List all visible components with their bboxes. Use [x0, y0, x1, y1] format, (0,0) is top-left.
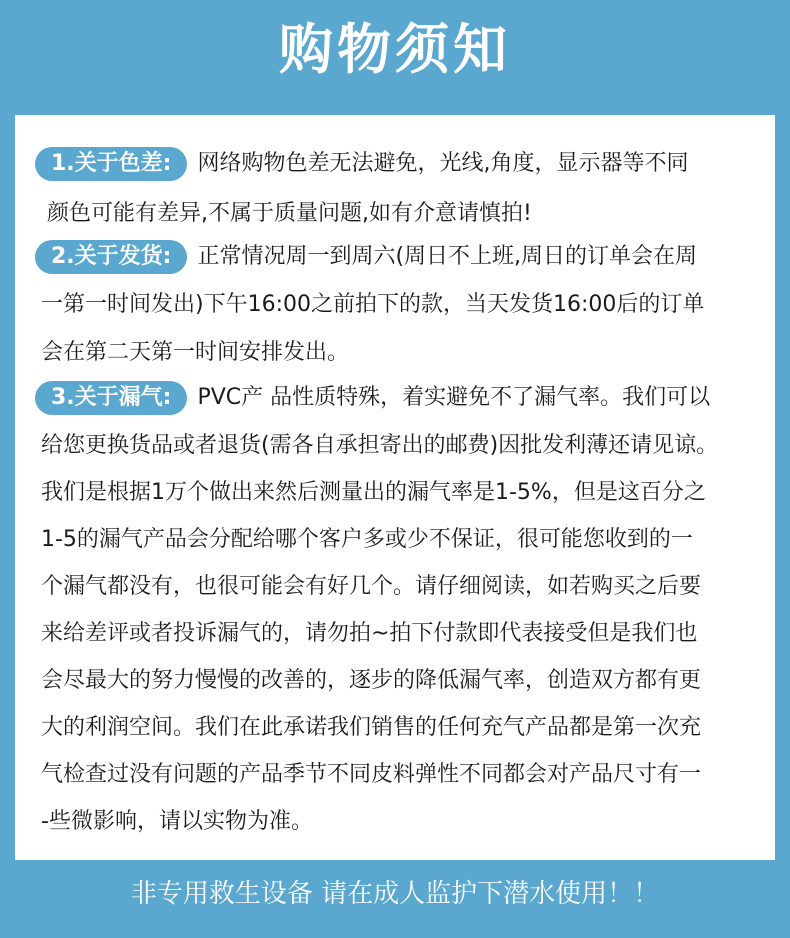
- section-label-shipping: 2.关于发货:: [35, 240, 187, 274]
- section-line: -些微影响，请以实物为准。: [41, 809, 313, 834]
- section-line: 一第一时间发出)下午16:00之前拍下的款，当天发货16:00后的订单: [41, 292, 705, 317]
- section-line: 会在第二天第一时间安排发出。: [41, 340, 350, 365]
- page-title: 购物须知: [279, 18, 511, 81]
- section-3-row-1: [35, 381, 790, 415]
- section-1-row-1: [35, 147, 790, 181]
- section-line: 给您更换货品或者退货(需各自承担寄出的邮费)因批发利薄还请见谅。: [41, 433, 719, 458]
- section-line: PVC产 品性质特殊，着实避免不了漏气率。我们可以: [197, 385, 711, 410]
- section-line: 1-5的漏气产品会分配给哪个客户多或少不保证，很可能您收到的一: [41, 527, 693, 552]
- section-line: 颜色可能有差异,不属于质量问题,如有介意请慎拍!: [47, 201, 532, 226]
- section-line: 大的利润空间。我们在此承诺我们销售的任何充气产品都是第一次充: [41, 715, 702, 740]
- section-label-leak: 3.关于漏气:: [35, 381, 187, 415]
- safety-warning: 非专用救生设备 请在成人监护下潜水使用！！: [130, 879, 660, 909]
- section-2-row-1: [35, 240, 790, 274]
- notice-panel: [15, 115, 775, 860]
- section-line: 个漏气都没有，也很可能会有好几个。请仔细阅读，如若购买之后要: [41, 574, 702, 599]
- section-label-color: 1.关于色差:: [35, 147, 187, 181]
- section-line: 会尽最大的努力慢慢的改善的，逐步的降低漏气率，创造双方都有更: [41, 668, 702, 693]
- section-line: 气检查过没有问题的产品季节不同皮料弹性不同都会对产品尺寸有一: [41, 762, 702, 787]
- section-line: 来给差评或者投诉漏气的，请勿拍~拍下付款即代表接受但是我们也: [41, 621, 698, 646]
- section-line: 正常情况周一到周六(周日不上班,周日的订单会在周: [197, 244, 698, 269]
- section-line: 我们是根据1万个做出来然后测量出的漏气率是1-5%，但是这百分之: [41, 480, 706, 505]
- section-line: 网络购物色差无法避免，光线,角度，显示器等不同: [197, 151, 689, 176]
